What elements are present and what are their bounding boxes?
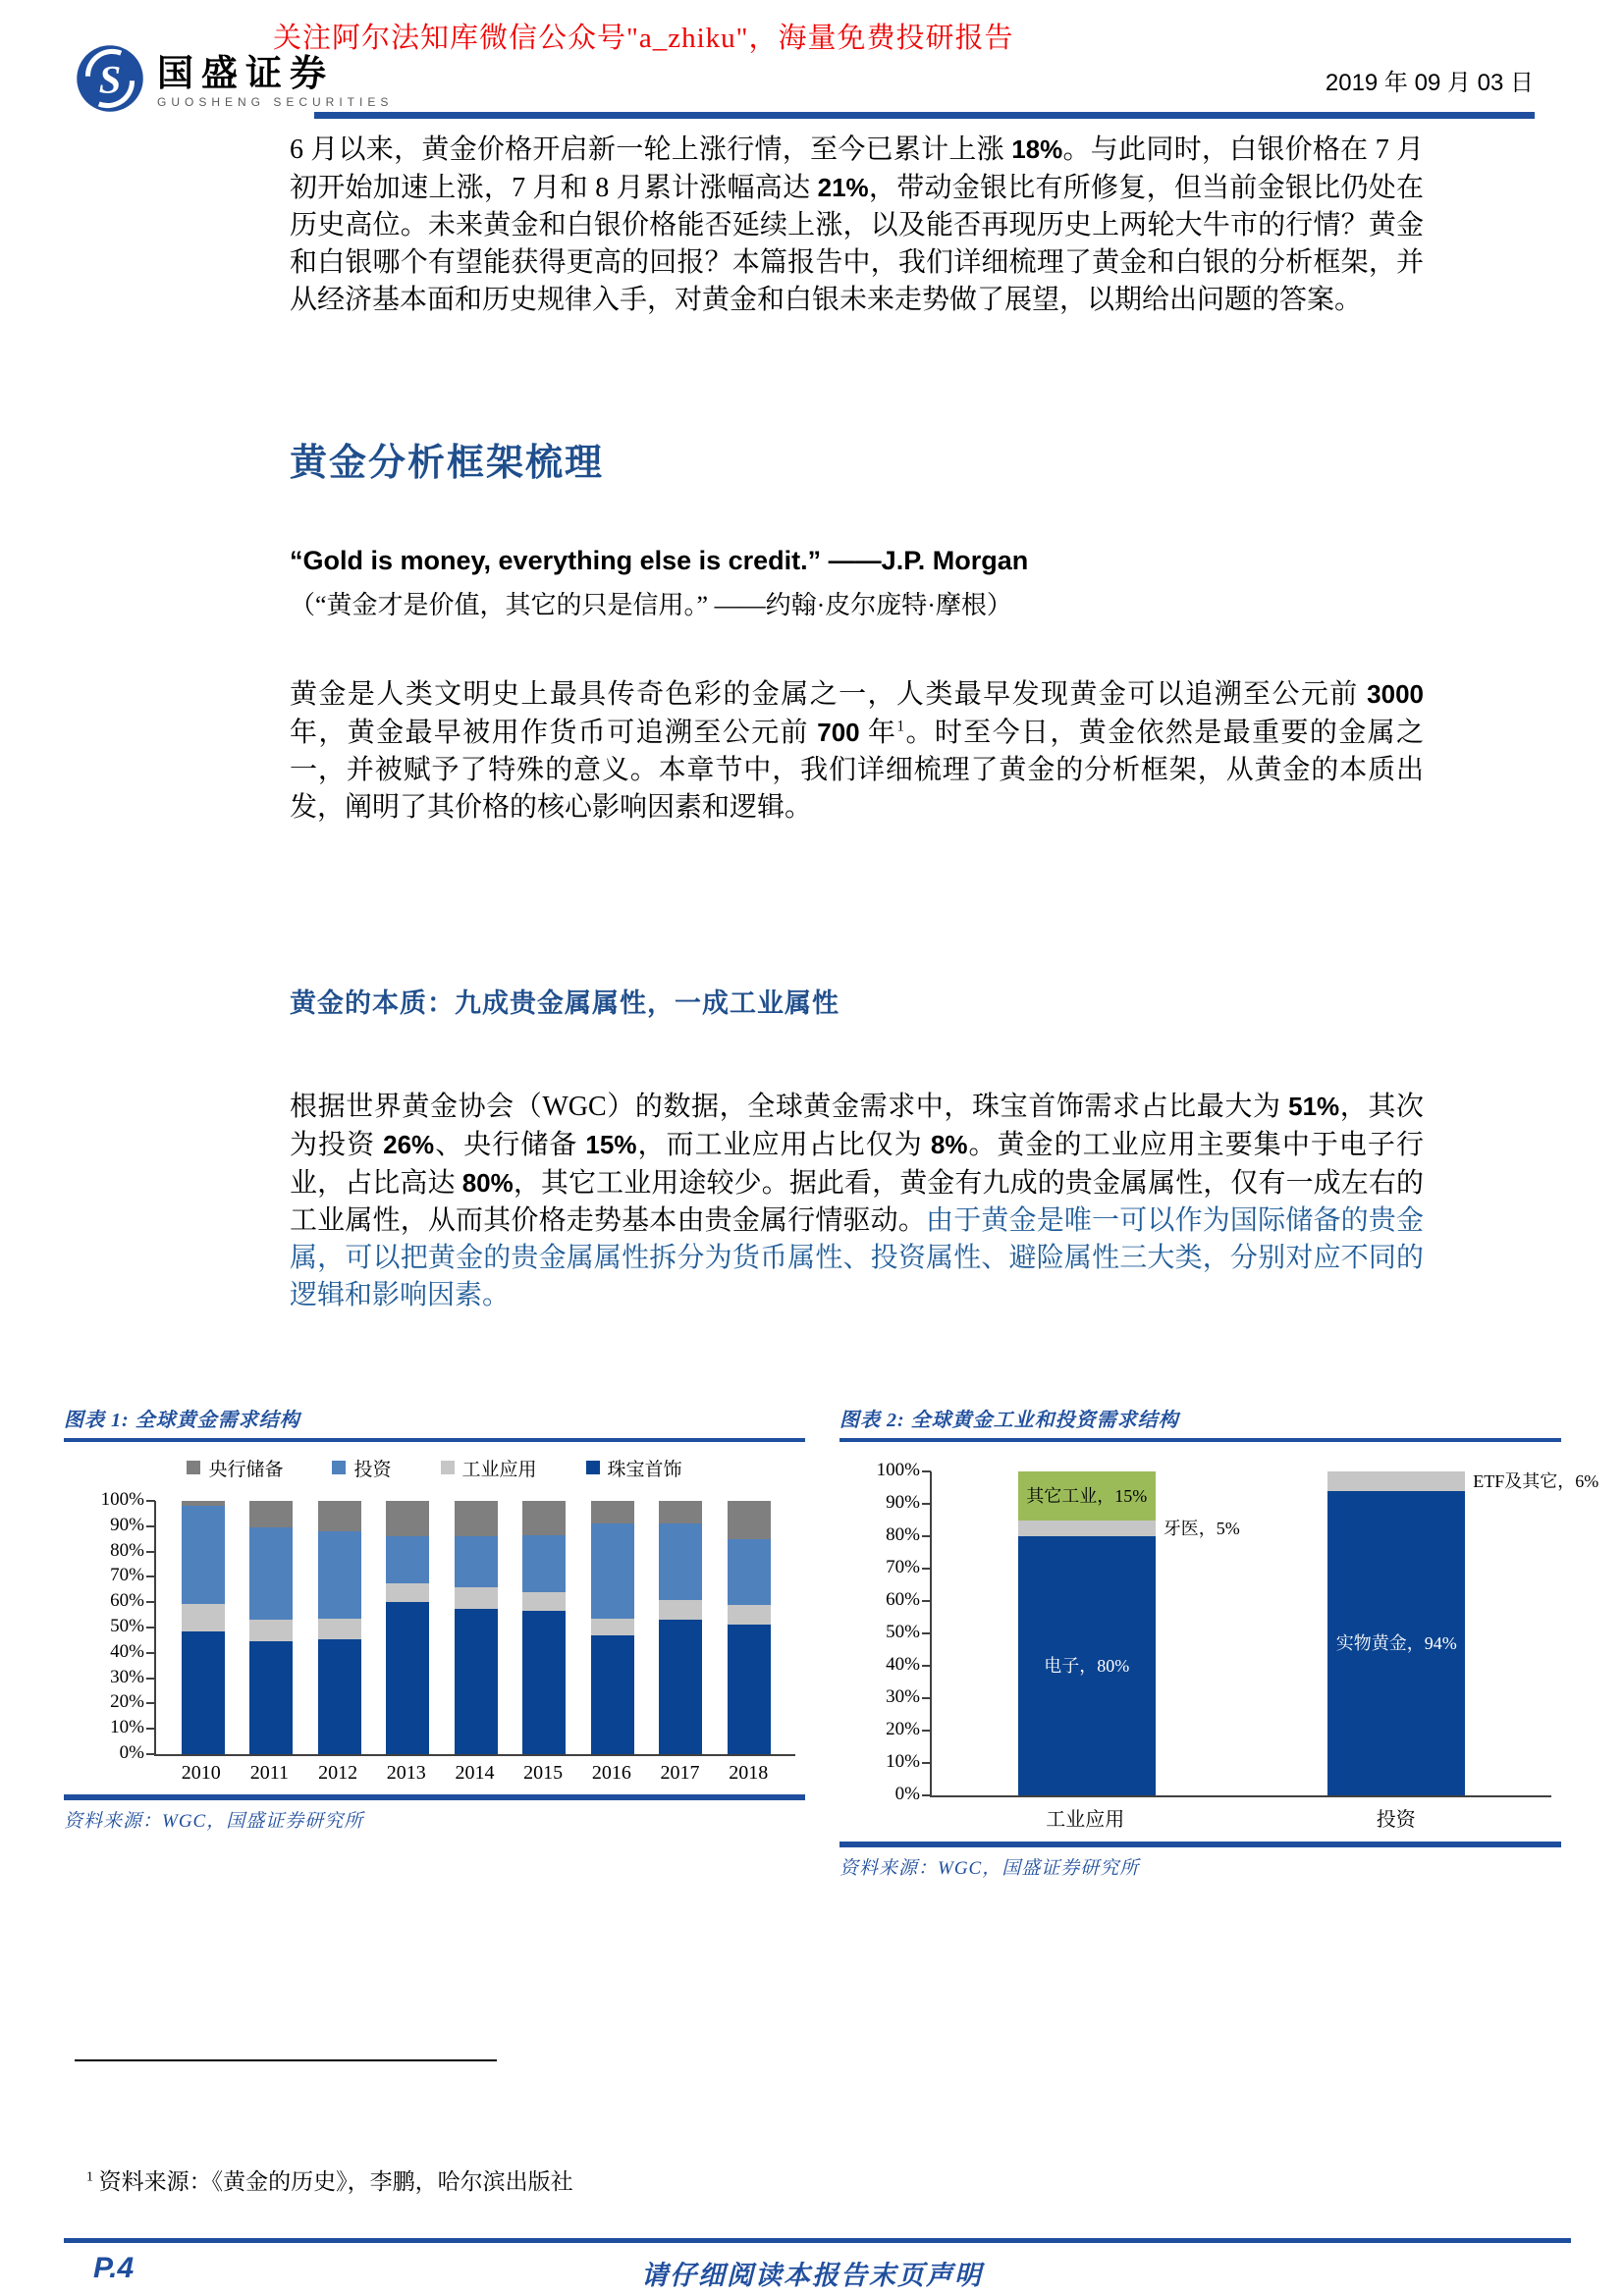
bar-segment bbox=[1018, 1521, 1156, 1537]
figure1-plot bbox=[100, 1489, 795, 1763]
figure1-x-labels bbox=[154, 1762, 795, 1785]
bar-segment-投资 bbox=[522, 1535, 566, 1592]
stacked-bar-2011 bbox=[249, 1501, 293, 1754]
y-axis-tick-label: 80% bbox=[110, 1539, 144, 1561]
y-axis-tick-label: 100% bbox=[876, 1460, 920, 1480]
y-axis-tick-mark bbox=[922, 1600, 931, 1602]
x-axis-label: 2015 bbox=[523, 1762, 564, 1784]
bar-segment-工业应用 bbox=[591, 1619, 634, 1635]
y-axis-tick-label: 20% bbox=[886, 1719, 920, 1739]
bar-segment bbox=[1018, 1536, 1156, 1795]
y-axis-tick-mark bbox=[146, 1728, 155, 1730]
body-text: 年 bbox=[859, 718, 897, 748]
y-axis-tick-mark bbox=[146, 1627, 155, 1629]
body-text: 1 bbox=[896, 718, 905, 735]
bold-number: 21% bbox=[817, 173, 869, 202]
y-axis-tick-mark bbox=[922, 1730, 931, 1732]
y-axis-tick-label: 100% bbox=[100, 1489, 144, 1510]
report-date: 2019 年 09 月 03 日 bbox=[1325, 70, 1534, 96]
y-axis-tick-label: 10% bbox=[886, 1751, 920, 1772]
bar-segment-工业应用 bbox=[522, 1592, 566, 1611]
bar-segment-工业应用 bbox=[249, 1620, 293, 1641]
bar-segment-投资 bbox=[591, 1523, 634, 1619]
stacked-bar-投资 bbox=[1327, 1471, 1465, 1795]
stacked-bar-2017 bbox=[659, 1501, 702, 1754]
segment-data-label: 电子，80% bbox=[1044, 1656, 1130, 1676]
y-axis-tick-mark bbox=[922, 1470, 931, 1472]
y-axis-tick-mark bbox=[922, 1535, 931, 1537]
y-axis-tick-label: 50% bbox=[110, 1616, 144, 1636]
figure1-card bbox=[64, 1404, 805, 1833]
y-axis-tick-mark bbox=[146, 1500, 155, 1502]
legend-item bbox=[441, 1455, 537, 1481]
body-text: 。时至今日，黄金依然是最重要的金属之一，并被赋予了特殊的意义。本章节中，我们详细梳理了黄金的分析框架，从黄金的本质出发，阐明了其价格的核心影响因素和逻辑。 bbox=[290, 718, 1424, 823]
bar-segment-投资 bbox=[659, 1523, 702, 1599]
legend-label: 珠宝首饰 bbox=[607, 1459, 682, 1480]
brand bbox=[75, 43, 393, 119]
section-title: 黄金分析框架梳理 bbox=[290, 443, 605, 484]
body-text: 6 月以来，黄金价格开启新一轮上涨行情，至今已累计上涨 bbox=[290, 134, 1012, 165]
body-text: 。黄金的工业应用主要集中于电子行业，占比高达 bbox=[290, 1130, 1424, 1199]
bar-segment-珠宝首饰 bbox=[659, 1620, 702, 1754]
page-number: P.4 bbox=[93, 2252, 135, 2284]
figure1-source-rule bbox=[64, 1794, 805, 1800]
bar-slot-工业应用 bbox=[932, 1471, 1242, 1795]
intro-paragraph bbox=[290, 131, 1424, 319]
legend-swatch bbox=[332, 1461, 346, 1474]
subsection-title: 黄金的本质：九成贵金属属性，一成工业属性 bbox=[290, 988, 839, 1018]
bar-segment-珠宝首饰 bbox=[591, 1635, 634, 1754]
y-axis-tick-label: 60% bbox=[110, 1590, 144, 1612]
stacked-bar-2018 bbox=[728, 1501, 771, 1754]
bar-segment-珠宝首饰 bbox=[386, 1602, 429, 1754]
bold-number: 51% bbox=[1288, 1092, 1340, 1121]
body-text: 。与此同时，白银价格在 7 月初开始加速上涨，7 月和 8 月累计涨幅高达 bbox=[290, 134, 1424, 203]
figure2-plot bbox=[876, 1460, 1599, 1804]
body-text: 、央行储备 bbox=[434, 1130, 586, 1160]
bar-slot-投资 bbox=[1242, 1470, 1599, 1795]
figure1-source: 资料来源：WGC，国盛证券研究所 bbox=[64, 1811, 364, 1832]
y-axis-tick-mark bbox=[146, 1525, 155, 1527]
footnote-separator bbox=[75, 2059, 497, 2061]
stacked-bar-工业应用 bbox=[1018, 1471, 1156, 1795]
bar-segment-工业应用 bbox=[182, 1604, 225, 1631]
emphasis-text: 由于黄金是唯一可以作为国际储备的贵金属，可以把黄金的贵金属属性拆分为货币属性、投资属性、避险属性三大类，分别对应不同的逻辑和影响因素。 bbox=[290, 1205, 1424, 1310]
segment-data-label: 牙医，5% bbox=[1163, 1518, 1240, 1538]
body-text: ，带动金银比有所修复，但当前金银比仍处在历史高位。未来黄金和白银价格能否延续上涨，以及能否再现历史上两轮大牛市的行情？黄金和白银哪个有望能获得更高的回报？本篇报告中，我们详细梳理了黄金和白银的分析框架，并从经济基本面和历史规律入手，对黄金和白银未来走势做了展望，以期给出问题的答案。 bbox=[290, 173, 1424, 315]
figure2-x-labels bbox=[930, 1803, 1551, 1832]
bold-number: 3000 bbox=[1367, 679, 1424, 709]
x-axis-label: 投资 bbox=[1376, 1809, 1416, 1831]
y-axis-tick-label: 60% bbox=[886, 1589, 920, 1610]
bold-number: 8% bbox=[930, 1130, 968, 1159]
figure1-title-rule bbox=[64, 1438, 805, 1442]
y-axis-tick-label: 90% bbox=[886, 1492, 920, 1513]
stacked-bar-2012 bbox=[318, 1501, 361, 1754]
bar-segment-投资 bbox=[249, 1527, 293, 1620]
x-axis-label: 2011 bbox=[249, 1762, 289, 1784]
brand-name: 国盛证券 bbox=[157, 52, 334, 93]
wgc-paragraph bbox=[290, 1088, 1424, 1314]
y-axis-tick-label: 70% bbox=[110, 1565, 144, 1586]
y-axis-tick-mark bbox=[146, 1702, 155, 1704]
legend-label: 投资 bbox=[353, 1459, 392, 1480]
body-text: 根据世界黄金协会（WGC）的数据，全球黄金需求中，珠宝首饰需求占比最大为 bbox=[290, 1092, 1289, 1122]
y-axis-tick-mark bbox=[146, 1601, 155, 1603]
x-axis-label: 2018 bbox=[729, 1762, 769, 1784]
footnote-text: 资料来源：《黄金的历史》，李鹏，哈尔滨出版社 bbox=[92, 2169, 573, 2194]
bar-segment-央行储备 bbox=[591, 1501, 634, 1523]
segment-data-label: ETF及其它，6% bbox=[1473, 1470, 1599, 1491]
y-axis-tick-mark bbox=[922, 1568, 931, 1570]
bold-number: 80% bbox=[461, 1168, 514, 1198]
y-axis-tick-mark bbox=[922, 1762, 931, 1764]
y-axis-tick-mark bbox=[922, 1665, 931, 1667]
legend-item bbox=[332, 1455, 391, 1481]
legend-item bbox=[187, 1455, 283, 1481]
bar-segment-工业应用 bbox=[659, 1600, 702, 1621]
figure2-bars bbox=[932, 1470, 1599, 1795]
gold-history-paragraph bbox=[290, 675, 1424, 827]
x-axis-label: 2017 bbox=[660, 1762, 700, 1784]
bar-segment-工业应用 bbox=[318, 1619, 361, 1639]
bar-segment-珠宝首饰 bbox=[455, 1609, 498, 1754]
y-axis-tick-label: 20% bbox=[110, 1691, 144, 1713]
bar-segment-工业应用 bbox=[455, 1587, 498, 1609]
bar-segment bbox=[1327, 1491, 1465, 1795]
promo-banner-text: 关注阿尔法知库微信公众号"a_zhiku"，海量免费投研报告 bbox=[273, 23, 1014, 54]
bar-segment-珠宝首饰 bbox=[182, 1631, 225, 1754]
body-text: ，其它工业用途较少。据此看，黄金有九成的贵金属属性，仅有一成左右的工业属性，从而其价格走势基本由贵金属行情驱动。 bbox=[290, 1168, 1424, 1236]
y-axis-tick-mark bbox=[146, 1753, 155, 1755]
y-axis-tick-label: 70% bbox=[886, 1557, 920, 1577]
bar-segment-珠宝首饰 bbox=[249, 1641, 293, 1754]
bar-segment-珠宝首饰 bbox=[522, 1611, 566, 1754]
segment-data-label: 实物黄金，94% bbox=[1335, 1632, 1457, 1653]
body-text: 黄金是人类文明史上最具传奇色彩的金属之一，人类最早发现黄金可以追溯至公元前 bbox=[290, 679, 1368, 710]
footer-disclaimer: 请仔细阅读本报告末页声明 bbox=[641, 2261, 983, 2290]
header-rule bbox=[314, 112, 1535, 119]
stacked-bar-2016 bbox=[591, 1501, 634, 1754]
figure1-title: 图表 1: 全球黄金需求结构 bbox=[64, 1410, 300, 1431]
legend-item bbox=[586, 1455, 682, 1481]
bar-segment-央行储备 bbox=[522, 1501, 566, 1535]
legend-label: 央行储备 bbox=[208, 1459, 284, 1480]
bar-segment-珠宝首饰 bbox=[728, 1625, 771, 1754]
y-axis-tick-label: 0% bbox=[894, 1784, 920, 1804]
y-axis-tick-label: 40% bbox=[110, 1640, 144, 1662]
figure2-title: 图表 2: 全球黄金工业和投资需求结构 bbox=[839, 1410, 1179, 1431]
bold-number: 15% bbox=[585, 1130, 637, 1159]
bar-segment-央行储备 bbox=[728, 1501, 771, 1539]
body-text: 年，黄金最早被用作货币可追溯至公元前 bbox=[290, 718, 818, 748]
svg-text:S: S bbox=[98, 57, 122, 102]
body-text: ，而工业应用占比仅为 bbox=[636, 1130, 931, 1160]
bold-number: 26% bbox=[383, 1130, 435, 1159]
x-axis-label: 2010 bbox=[181, 1762, 221, 1784]
bar-segment bbox=[1018, 1471, 1156, 1521]
bar-segment-珠宝首饰 bbox=[318, 1639, 361, 1754]
bold-number: 18% bbox=[1011, 134, 1063, 164]
y-axis-tick-label: 40% bbox=[886, 1654, 920, 1675]
footnote-marker: 1 bbox=[86, 2168, 93, 2184]
figure2-card bbox=[839, 1404, 1599, 1880]
bar-segment-央行储备 bbox=[249, 1501, 293, 1527]
bar-segment-工业应用 bbox=[728, 1605, 771, 1626]
footnote bbox=[86, 2163, 573, 2196]
y-axis-tick-mark bbox=[146, 1652, 155, 1654]
stacked-bar-2015 bbox=[522, 1501, 566, 1754]
bar-segment-央行储备 bbox=[318, 1501, 361, 1531]
bar-segment-央行储备 bbox=[455, 1501, 498, 1536]
segment-data-label: 其它工业，15% bbox=[1026, 1485, 1148, 1506]
y-axis-tick-mark bbox=[146, 1551, 155, 1553]
x-axis-label: 2013 bbox=[386, 1762, 426, 1784]
brand-subtitle: GUOSHENG SECURITIES bbox=[157, 94, 394, 109]
stacked-bar-2014 bbox=[455, 1501, 498, 1754]
x-axis-label: 2014 bbox=[455, 1762, 495, 1784]
bar-segment-投资 bbox=[386, 1536, 429, 1583]
y-axis-tick-label: 10% bbox=[110, 1717, 144, 1738]
y-axis-tick-label: 80% bbox=[886, 1524, 920, 1545]
bar-segment-工业应用 bbox=[386, 1583, 429, 1602]
figure2-title-rule bbox=[839, 1438, 1561, 1442]
y-axis-tick-label: 50% bbox=[886, 1622, 920, 1642]
y-axis-tick-mark bbox=[146, 1575, 155, 1577]
stacked-bar-2010 bbox=[182, 1501, 225, 1754]
bar-segment-投资 bbox=[182, 1506, 225, 1603]
bold-number: 700 bbox=[817, 718, 860, 747]
stacked-bar-2013 bbox=[386, 1501, 429, 1754]
body-text: ，其次为投资 bbox=[290, 1092, 1424, 1160]
figure2-source: 资料来源：WGC，国盛证券研究所 bbox=[839, 1858, 1140, 1879]
bar-segment-投资 bbox=[728, 1539, 771, 1605]
quote-en: “Gold is money, everything else is credit.” ——J.P. Morgan bbox=[290, 546, 1029, 575]
y-axis-tick-mark bbox=[922, 1697, 931, 1699]
bar-segment-投资 bbox=[318, 1531, 361, 1619]
quote-cn: （“黄金才是价值，其它的只是信用。” ——约翰·皮尔庞特·摩根） bbox=[290, 591, 1012, 619]
bar-segment-投资 bbox=[455, 1536, 498, 1587]
figure2-source-rule bbox=[839, 1842, 1561, 1847]
y-axis-tick-mark bbox=[922, 1632, 931, 1634]
x-axis-label: 工业应用 bbox=[1046, 1809, 1125, 1831]
guosheng-logo-icon bbox=[75, 43, 145, 119]
bar-segment-央行储备 bbox=[386, 1501, 429, 1536]
legend-swatch bbox=[187, 1461, 200, 1474]
footer-rule bbox=[64, 2238, 1571, 2243]
bar-segment bbox=[1327, 1471, 1465, 1491]
legend-swatch bbox=[441, 1461, 455, 1474]
y-axis-tick-label: 0% bbox=[119, 1742, 144, 1763]
y-axis-tick-label: 90% bbox=[110, 1514, 144, 1535]
y-axis-tick-mark bbox=[146, 1678, 155, 1680]
y-axis-tick-mark bbox=[922, 1794, 931, 1796]
y-axis-tick-label: 30% bbox=[886, 1686, 920, 1707]
y-axis-tick-mark bbox=[922, 1503, 931, 1505]
bar-segment-央行储备 bbox=[659, 1501, 702, 1523]
x-axis-label: 2012 bbox=[318, 1762, 358, 1784]
figure1-legend bbox=[64, 1452, 805, 1483]
legend-swatch bbox=[586, 1461, 600, 1474]
legend-label: 工业应用 bbox=[461, 1459, 537, 1480]
y-axis-tick-label: 30% bbox=[110, 1666, 144, 1687]
x-axis-label: 2016 bbox=[591, 1762, 631, 1784]
figure1-bars bbox=[156, 1501, 795, 1754]
